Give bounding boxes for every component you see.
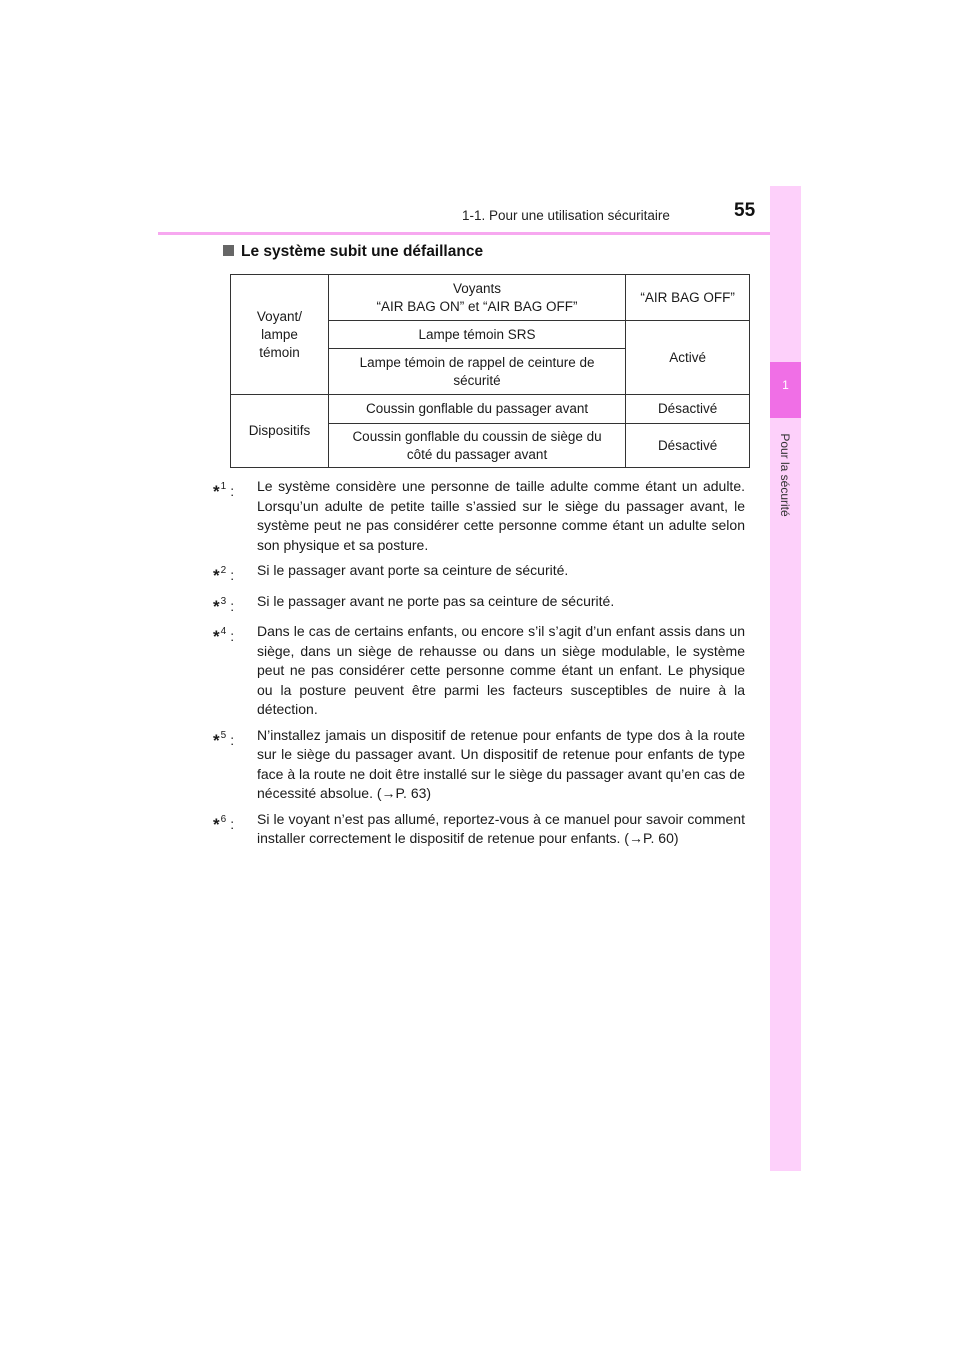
device-seat-cushion-airbag-state: Désactivé: [626, 424, 750, 468]
footnote: *$^5$ : N’installez jamais un dispositif de retenue pour enfants de type dos à la route sur le siège du passager avant. Un dispositif de retenue pour enfants de type face à la route ne doit être installé sur le siège du passager avant qu’en cas de nécessité absolue. (→P. 63): [213, 726, 745, 804]
side-tab-label: Pour la sécurité: [778, 433, 792, 517]
row-header-indicator: Voyant/ lampe témoin: [231, 275, 329, 395]
asterisk-icon: *: [213, 730, 220, 750]
device-seat-cushion-airbag: Coussin gonflable du coussin de siège du côté du passager avant: [328, 424, 625, 468]
footnote-number: 2: [220, 565, 227, 576]
footnote-number: 6: [220, 813, 227, 825]
header-rule: [158, 232, 800, 235]
footnote-number: 4: [220, 626, 227, 637]
page-number: 55: [734, 200, 756, 221]
asterisk-icon: *: [213, 482, 220, 501]
footnote-text: N’installez jamais un dispositif de retenue pour enfants de type dos à la route sur le siège du passager avant. Un dispositif de retenue pour enfants de type face à la route ne doit être installé sur le siège du passager avant qu’en cas de nécessité absolue. (→P. 63): [257, 726, 745, 801]
airbag-status-table: [230, 274, 750, 468]
asterisk-icon: *: [213, 627, 220, 646]
footnotes: [213, 477, 745, 855]
lamp-belt-reminder: Lampe témoin de rappel de ceinture de sécurité: [328, 349, 625, 395]
asterisk-icon: *: [213, 596, 220, 616]
section-title-text: Le système subit une défaillance: [241, 243, 484, 260]
footnote-text: Si le passager avant porte sa ceinture de sécurité.: [257, 562, 569, 578]
side-tab-strip: [770, 186, 801, 1171]
footnote: *$^1$ : Le système considère une personne de taille adulte comme étant un adulte. Lorsqu’un adulte de petite taille s’assied sur le siège du passager avant, le système peut ne pas considérer cette personne comme étant un adulte selon son physique et sa posture.: [213, 477, 745, 555]
footnote: *$^2$ : Si le passager avant porte sa ceinture de sécurité.: [213, 561, 745, 586]
lamp-state: Activé: [626, 321, 750, 395]
square-bullet-icon: [223, 245, 234, 256]
footnote-text: Si le passager avant ne porte pas sa ceinture de sécurité.: [257, 592, 615, 609]
footnote-text: Le système considère une personne de taille adulte comme étant un adulte. Lorsqu’un adulte de petite taille s’assied sur le siège du passager avant, le système peut ne pas considérer cette personne comme étant un adulte selon son physique et sa posture.: [257, 478, 745, 553]
footnote-text: Si le voyant n’est pas allumé, reportez-vous à ce manuel pour savoir comment installer correctement le dispositif de retenue pour enfants. (→P. 60): [257, 810, 745, 846]
footnote: *$^3$ : Si le passager avant ne porte pas sa ceinture de sécurité.: [213, 592, 745, 617]
side-tab-number: 1: [782, 378, 789, 392]
lamp-srs: Lampe témoin SRS: [328, 321, 625, 349]
device-front-airbag: Coussin gonflable du passager avant: [328, 395, 625, 424]
asterisk-icon: *: [213, 814, 220, 834]
header-section-title: 1-1. Pour une utilisation sécuritaire: [462, 208, 670, 223]
footnote: *$^4$ : Dans le cas de certains enfants, ou encore s’il s’agit d’un enfant assis dans un siège, dans un siège de rehausse ou dans un siège modulable, le système peut ne pas considérer cette personne comme étant un enfant. Le physique ou la posture peuvent être parmi les facteurs susceptibles de nuire à la détection.: [213, 622, 745, 720]
asterisk-icon: *: [213, 566, 220, 585]
footnote-text: Dans le cas de certains enfants, ou encore s’il s’agit d’un enfant assis dans un siège, dans un siège de rehausse ou dans un siège modulable, le système peut ne pas considérer cette personne comme étant un enfant. Le physique ou la posture peuvent être parmi les facteurs susceptibles de nuire à la détection.: [257, 623, 745, 717]
footnote-number: 3: [220, 595, 227, 607]
footnote-number: 1: [220, 481, 227, 492]
device-front-airbag-state: Désactivé: [626, 395, 750, 424]
col-header-indicators: Voyants “AIR BAG ON” et “AIR BAG OFF”: [328, 275, 625, 321]
footnote: *$^6$ : Si le voyant n’est pas allumé, reportez-vous à ce manuel pour savoir comment installer correctement le dispositif de retenue pour enfants. (→P. 60): [213, 810, 745, 849]
footnote-number: 5: [220, 729, 227, 741]
section-title: [223, 243, 483, 261]
col-header-airbag-off: “AIR BAG OFF”: [626, 275, 750, 321]
row-header-devices: Dispositifs: [231, 395, 329, 468]
